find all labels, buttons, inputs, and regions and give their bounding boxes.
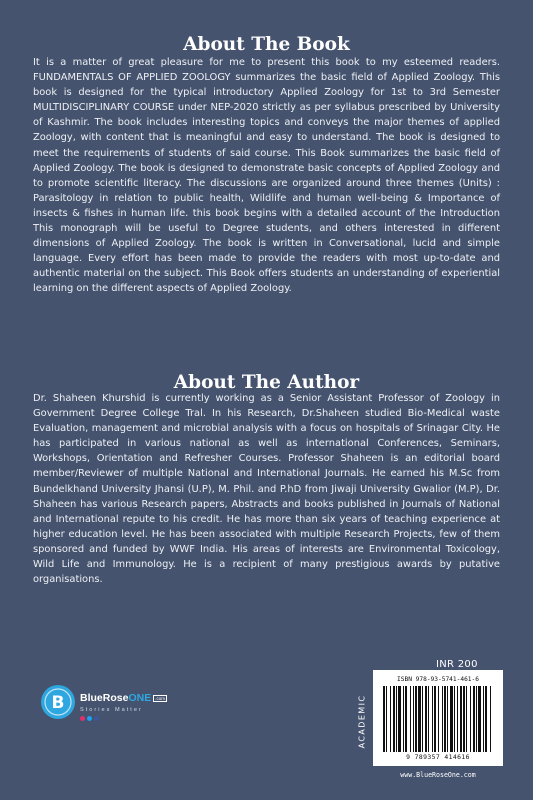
barcode-digits: 9 789357 414616	[406, 753, 470, 761]
barcode-panel	[373, 670, 503, 766]
price-label: INR 200	[436, 659, 478, 670]
barcode-bar	[413, 686, 414, 752]
publisher-name-part1: BlueRose	[80, 692, 129, 704]
barcode-bar	[438, 686, 439, 752]
about-book-text: It is a matter of great pleasure for me to present this book to my esteemed readers. FUNDAMENTALS OF APPLIED ZOOLOGY summarizes the basic field of Applied Zoology. This book is designed for the typical introductory Applied Zoology for 1st to 3rd Semester MULTIDISCIPLINARY COURSE under NEP-2020 strictly as per syllabus prescribed by University of Kashmir. The book includes interesting topics and conveys the major themes of applied Zoology, with content that is meaningful and easy to understand. The book is designed to meet the requirements of students of said course. This Book summarizes the basic field of Applied Zoology. The book is designed to demonstrate basic concepts of Applied Zoology and to promote scientific literacy. The discussions are organized around three themes (Units) : Parasitology in relation to public health, Wildlife and human well-being & Importance of insects & fishes in human life. this book begins with a detailed account of the Introduction This monograph will be useful to Degree students, and others interested in different dimensions of Applied Zoology. The book is written in Conversational, lucid and simple language. Every effort has been made to provide the readers with most up-to-date and authentic material on the subject. This Book offers students an understanding of experiential learning on the different aspects of Applied Zoology.	[33, 57, 500, 295]
barcode-bar	[485, 686, 487, 752]
publisher-website: www.BlueRoseOne.com	[400, 771, 476, 779]
publisher-tagline: Stories Matter	[80, 707, 143, 713]
publisher-name	[80, 692, 167, 704]
barcode-bar	[457, 686, 458, 752]
barcode-bar	[466, 686, 467, 752]
barcode-bar	[386, 686, 387, 752]
barcode-bar	[476, 686, 477, 752]
barcode-bar	[478, 686, 481, 752]
social-icons	[80, 716, 99, 721]
about-author-heading: About The Author	[173, 372, 360, 393]
barcode-bar	[390, 686, 391, 752]
barcode-bar	[463, 686, 465, 752]
logo-letter: B	[51, 693, 65, 713]
barcode-icon	[381, 686, 495, 752]
category-label	[356, 676, 368, 766]
barcode-bar	[490, 686, 491, 752]
barcode-bar	[434, 686, 436, 752]
barcode-bar	[418, 686, 421, 752]
publisher-name-part2: ONE	[128, 692, 152, 704]
barcode-bar	[428, 686, 429, 752]
barcode-bar	[415, 686, 417, 752]
barcode-bar	[432, 686, 433, 752]
category-text: ACADEMIC	[357, 694, 367, 748]
bluerose-logo-icon	[40, 684, 76, 720]
barcode-bar	[410, 686, 411, 752]
barcode-bar	[403, 686, 404, 752]
barcode-bar	[444, 686, 446, 752]
barcode-bar	[425, 686, 427, 752]
about-author-text: Dr. Shaheen Khurshid is currently working as a Senior Assistant Professor of Zoology in Government Degree College Tral. In his Research, Dr.Shaheen studied Bio-Medical waste Evaluation, management and microbial analysis with a focus on hospitals of Srinagar City. He has participated in various national as well as international Conferences, Seminars, Workshops, Orientation and Refresher Courses. Professor Shaheen is an editorial board member/Reviewer of multiple National and International Journals. He earned his M.Sc from Bundelkhand University Jhansi (U.P), M. Phil. and P.hD from Jiwaji University Gwalior (M.P), Dr. Shaheen has various Research papers, Abstracts and books published in Journals of National and International repute to his credit. He has more than six years of teaching experience at higher education level. He has been associated with multiple Research Projects, few of them sponsored and funded by WWF India. His areas of interests are Environmental Toxicology, Wild Life and Immunology. He is a recipient of many prestigious awards by putative organisations.	[33, 393, 500, 586]
barcode-bar	[483, 686, 484, 752]
barcode-bar	[393, 686, 395, 752]
barcode-bar	[422, 686, 423, 752]
barcode-bar	[398, 686, 401, 752]
publisher-badge: .com	[155, 695, 165, 701]
barcode-bar	[442, 686, 443, 752]
barcode-bar	[450, 686, 453, 752]
publisher-logo	[40, 684, 165, 732]
barcode-bar	[396, 686, 397, 752]
about-book-heading: About The Book	[183, 34, 350, 55]
barcode-bar	[460, 686, 462, 752]
barcode-bar	[470, 686, 471, 752]
barcode-bar	[405, 686, 407, 752]
twitter-icon	[87, 716, 92, 721]
isbn-number: ISBN 978-93-5741-461-6	[397, 676, 479, 683]
barcode-bar	[473, 686, 475, 752]
barcode-bar	[447, 686, 448, 752]
instagram-icon	[80, 716, 85, 721]
facebook-icon	[94, 716, 99, 721]
barcode-bar	[454, 686, 455, 752]
barcode-bar	[383, 686, 385, 752]
